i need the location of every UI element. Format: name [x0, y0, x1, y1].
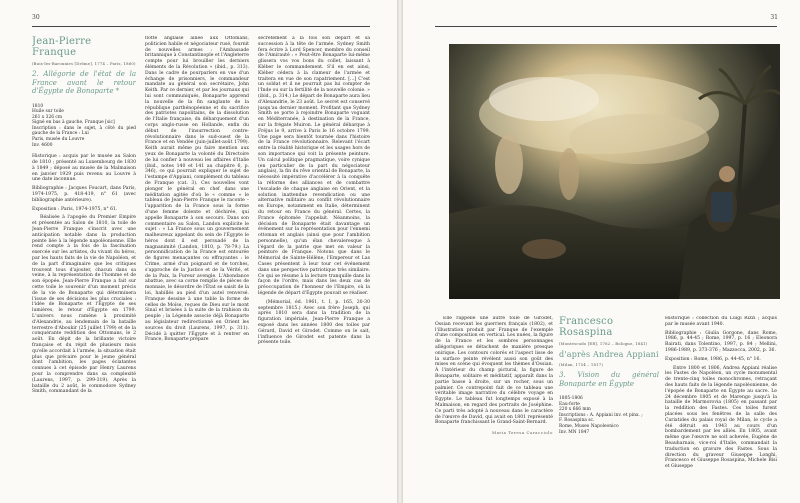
meta-line: Rome, Museo Napoleonico [559, 423, 619, 429]
body-paragraph: Exposition : Paris, 1974-1975, n° 61. [32, 206, 118, 212]
meta-line: 261 x 326 cm [32, 114, 63, 120]
meta-line: Inscriptions : A. Appiani inv. et pinx. ; [559, 412, 643, 418]
meta-line: 1810 [32, 103, 44, 109]
body-paragraph: Bibliographie : Giulia Gorgone, dans Rome, 1986, p. 44-45 ; Rome, 1997, p. 16 ; Eleonora Bairati, dans Tolentino, 1997, p. 84 ; Mellini, 1986-1989, p. 373-376 ; Mazzocca, 2002, p. 36. [665, 330, 777, 353]
meta-line: 220 x 666 mm [559, 407, 591, 413]
left-page [0, 0, 397, 503]
body-paragraph: Elle rappelle une autre toile de Girodet, Ossian recevant les guerriers français (1802), et l'illustration produit par Franque de l'exemple d'une composition en vertical. Les nuées, la figure de la France et les sombres personnages allégoriques se détachent de manière presque onirique. Les contours colorés et l'aspect lisse de la surface peinte révèlent aussi son goût des mises en scène qui évoquent les thèmes d'Ossian. À l'intérieur du champ pictural, la figure de Bonaparte, solitaire et méditatif, apparaît dans la partie basse à droite, sur un rocher, sous un palmier. Ce contrepoint fait de ce tableau une véritable image narrative du célèbre voyage en Égypte. Le tableau fut longtemps exposé à la Malmaison, en regard des portraits de Joséphine. Ce parti très adopté à nouveau dans le caractère de l'œuvre de David, qui avait en 1801 représenté Bonaparte franchissant le Grand-Saint-Bernard. [435, 316, 553, 426]
header-rule [435, 26, 777, 27]
right-column-2 [559, 316, 659, 492]
meta-line: Huile sur toile [32, 109, 64, 115]
body-paragraph: secrètement à la fois son départ et sa succession à la tête de l'armée. Sydney Smith fera écrire à Lord Spencer, membre du conseil de l'Amirauté : « Peut-être Bonaparte lui-même glissera vos vos bons du collet, laissant à Kléber le commandement. S'il en est ainsi, Kléber cédera à la clameur de l'armée et traitera en vue de son rapatriement. [...] C'est un soldat et il ne pourrait pas lui compter de l'Inde ou sur la fertilité de la nouvelle colonie. » (ibid., p. 314.) Le départ de Bonaparte aura lieu d'Alexandrie, le 23 août. Le secret est conservé jusqu'au dernier moment. Profitant que Sydney Smith se porte à rejoindre Bonaparte voguant en Méditerranée, à destination de la France, sur la frégate Muiron. Le général débarque à Fréjus le 9, arrive à Paris le 16 octobre 1799. Une page sera bientôt tournée dans l'histoire de la France révolutionnaire. Relevant l'écart entre la réalité historique et les usages hors de son importance qui voit la présente peinture. Un calcul politique pragmatique, voire cynique (en particulier de la part du négociateur anglais), la fin du rêve oriental de Bonaparte, la nécessité impérative d'accélérer à la conquête la réforme des alliances et de combattre l'escalade de chaque anglaise en Orient, et la solution inattendue revendication ou une alternative militaire au conflit révolutionnaire en Europe, notamment en Italie, déterminent du retour en France du général. Certes, la France épitomée l'appelait. Néanmoins, la décision de Bonaparte était davantage un événement sur la représentation pour l'ennemi ottoman et anglais (ainsi que pour l'ambition personnelle), qu'un élan chevaleresque à l'égard de la patrie que met en valeur la peinture de Franque. Notons que dans le Mémorial de Sainte-Hélène, l'Empereur et Las Cases présentent à leur tour cet événement dans une perspective patriotique très similaire. Ce qui se résume à la lecture tranquille dans la façon de l'ordre, mais dans les deux cas de préoccupation de l'honneur de l'Empire, où la légende de départ d'Égypte pouvait se réaliser. [258, 36, 370, 297]
meta-line: Signé en bas à gauche, Franque [sic] [32, 120, 115, 126]
artist-name: Jean-Pierre Franque [32, 36, 92, 58]
meta-line: 1805-1806 [559, 396, 583, 401]
right-page [403, 0, 800, 503]
page-number: 31 [770, 14, 778, 21]
body-paragraph: Entre 1800 et 1806, Andrea Appiani réalise les Fastes de Napoléon, un cycle monumental de trente-cinq toiles monochromes, retraçant des hauts faits de la légende napoléonienne, de l'épopée de Bonaparte en Égypte au sacre. Le 24 décembre 1805 et de Marengo jusqu'à la bataille de Marmorovia (1805) en passant par la reddition des Fastes. Ces toiles furent placées sous les fenêtres de la salle des Cariatides du palais royal de Milan, le cycle a été détruit en 1943 au cours d'un bombardement par les alliés. En 1805, avant même que l'œuvre ne soit achevée, Eugène de Beauharnais, vice-roi d'Italie, commandait la traduction en gravure des Fastes. Sous la direction du graveur Giuseppe Longhi, Francesco et Giuseppe Rosaspina, Michele Bisi et Giuseppe [665, 365, 777, 470]
right-column-1 [435, 316, 553, 492]
artist-after-bio: (Milan, 1754 – 1817) [559, 362, 604, 367]
meta-line: Inv. MN 1847 [559, 429, 590, 435]
body-paragraph: Exposition : Rome, 1986, p. 44-45, n° 16. [665, 356, 761, 362]
meta-line: F. Rosaspina sc. [559, 418, 595, 424]
meta-line: Eau-forte [559, 401, 580, 407]
artist-bio: (Montescudo [ER], 1762 – Bologne, 1841) [559, 341, 648, 346]
meta-line: Inv. 4600 [32, 142, 53, 148]
work-metadata [32, 104, 136, 149]
work-metadata [559, 396, 659, 435]
body-paragraph: flotte anglaise alliée aux Ottomans, politicien habile et négociateur rusé, fournit de nouvelles armes : l'Ambassade britannique à Constantinople et l'Angleterre compte pour lui brouiller les derniers éléments de la Révolution « (ibid., p. 313). Dans le cadre de pourparlers en vue d'un échange de prisonniers, le commandeur mandate au général son secrétaire, John Keith. Par ce dernier, et par les journaux qui lui sont communiqués, Bonaparte apprend la nouvelle de la fin sanglante de la république parthénopéenne et du sacrifice des patriotes napolitains, de la dissolution de l'Italie française, du débarquement d'un corps anglo-russe en Hollande, enfin du début de l'insurrection contre-révolutionnaire dans le sud-ouest de la France et en Vendée (juin-juillet-août 1799). Keith aurait même pu faire mention aux yeux de Bonaparte la volonté du Directoire de lui confier à nouveau les affaires d'Italie (ibid., notes 140 et 141 au chapitre 6, p. 346), ce qui pourrait expliquer le sujet de l'estampe d'Appiani, complément du tableau de Franque (cat. 3). Ces nouvelles vont plonger le général en chef dans une méditation agitée d'où le « comme » le tableau de Jean-Pierre Franque le raconte – l'apparition de la France sous la forme d'une femme dolente et déchirée, qui appelle Bonaparte à son secours. Dans son commentaire au Salon, Landon explicite le sujet : « La France sous un gouvernement malheureux appelant du sein de l'Égypte le héros dont il est persuadé de la magnanimité (Landon, 1810, p. 78-79.) La personnification de la France est entourée de figures menaçantes ou effrayantes : le Crime, armé d'un poignard et de torches, s'approche de la Justice et de la Vérité, et de la Paix, la Fureur avengle. L'Abondance abattue, avec sa corne remplie de pièces de monnaie, le désordre de l'État se saisit de la loi, habillés au pied d'un autel renversé. Franque dessine à une table la forme de celles de Moïse, reçues de Dieu sur le mont Sinaï et brisées à la suite de la trahison du peuple ; la Légende associe déjà Bonaparte au législateur redirectionné en Orient les sources du droit (Laurens, 1997, p. 311). Décidé à quitter l'Égypte et à rentrer en France, Bonaparte prépare [145, 36, 249, 343]
artist-bio: (Buis-les-Baronnies [Drôme], 1774 – Paris, 1860) [32, 61, 136, 66]
left-column-3 [258, 36, 370, 488]
painting-reproduction [449, 44, 780, 299]
meta-line: Inscription : dans le sujet, à côté du pied gauche de la France : Lui [32, 125, 136, 137]
left-column-1 [32, 36, 136, 488]
painting-image [449, 44, 780, 299]
body-paragraph: Historique : collection du Luigi Rizzi ; acquis par le musée avant 1940. [665, 316, 777, 327]
body-paragraph: Réalisée à l'apogée du Premier Empire et présentée au Salon de 1810, la toile de Jean-Pierre Franque s'inscrit avec une anticipation notable dans la production peinte liée à la légende napoléonienne. Elle rend compte à la fois de la fascination exercée sur les artistes, du vivant du héros, par les hauts faits de la vie de Napoléon, et de la part d'imaginaire que les critiques trouvent tous d'ajouter, chacun dans sa veine, à la représentation de l'homme et de son épopée. Jean-Pierre Franque a fait sur cette toile le souvenir d'un moment précis de la vie de Bonaparte qui déterminera l'issue de ses décisions les plus cruciales : l'idée de Bonaparte et l'Égypte de ses lumières, le retour d'Égypte en 1799. L'univers nous ramène à proximité d'Alexandrie, au lendemain de la bataille terrestre d'Aboukir (25 juillet 1799) et de la conquérante reddition des Ottomans, le 2 août. En dépit de la brillante victoire française et du répit de plusieurs mois qu'elle accordait à l'armée, la situation était plus que précaire pour le jeune général dont l'ambition, les pages éclatantes connues à cet épisode par Henry Laurens pour la comprendre dans sa complexité (Laurens, 1997, p. 299-319). Après la bataille du 2 août, le commodore Sydney Smith, commandant de la [32, 215, 136, 395]
header-rule [32, 26, 370, 27]
meta-line: Paris, musée du Louvre [32, 137, 85, 143]
body-paragraph: (Mémorial, éd. 1961, t. I, p. 165, 20-30 septembre 1815.) Avec son frère Joseph, qui après 1810 sera dans la tradition de la figuration impériale, Jean-Pierre Franque a exposé dans les années 1800 des toiles par Gérard, David et Girodet. Comme on le sait, l'influence de Girodet est patente dans la présente toile. [258, 299, 370, 346]
right-column-3 [665, 316, 777, 492]
work-title: 2. Allégorie de l'état de la France avant le retour d'Égypte de Bonaparte * [32, 70, 136, 95]
left-column-2 [145, 36, 249, 488]
work-title: 3. Vision du général Bonaparte en Égypte [559, 371, 659, 388]
body-paragraph: Historique : acquis par le musée au Salon de 1810 ; présenté au Luxembourg de 1830 à 1849 ; déposé au musée de la Malmaison en janvier 1929 puis revenu au Louvre à une date inconnue. [32, 154, 136, 183]
body-paragraph: Bibliographie : Jacques Foucart, dans Paris, 1974-1975, p. 418-419, n° 61 (avec bibliographie antérieure). [32, 186, 136, 203]
essay-author: Maria Teresa Caracciolo [492, 430, 553, 436]
page-number: 30 [32, 14, 40, 21]
artist-after: d'après Andrea Appiani [559, 350, 659, 359]
artist-name: Francesco Rosaspina [559, 316, 614, 338]
